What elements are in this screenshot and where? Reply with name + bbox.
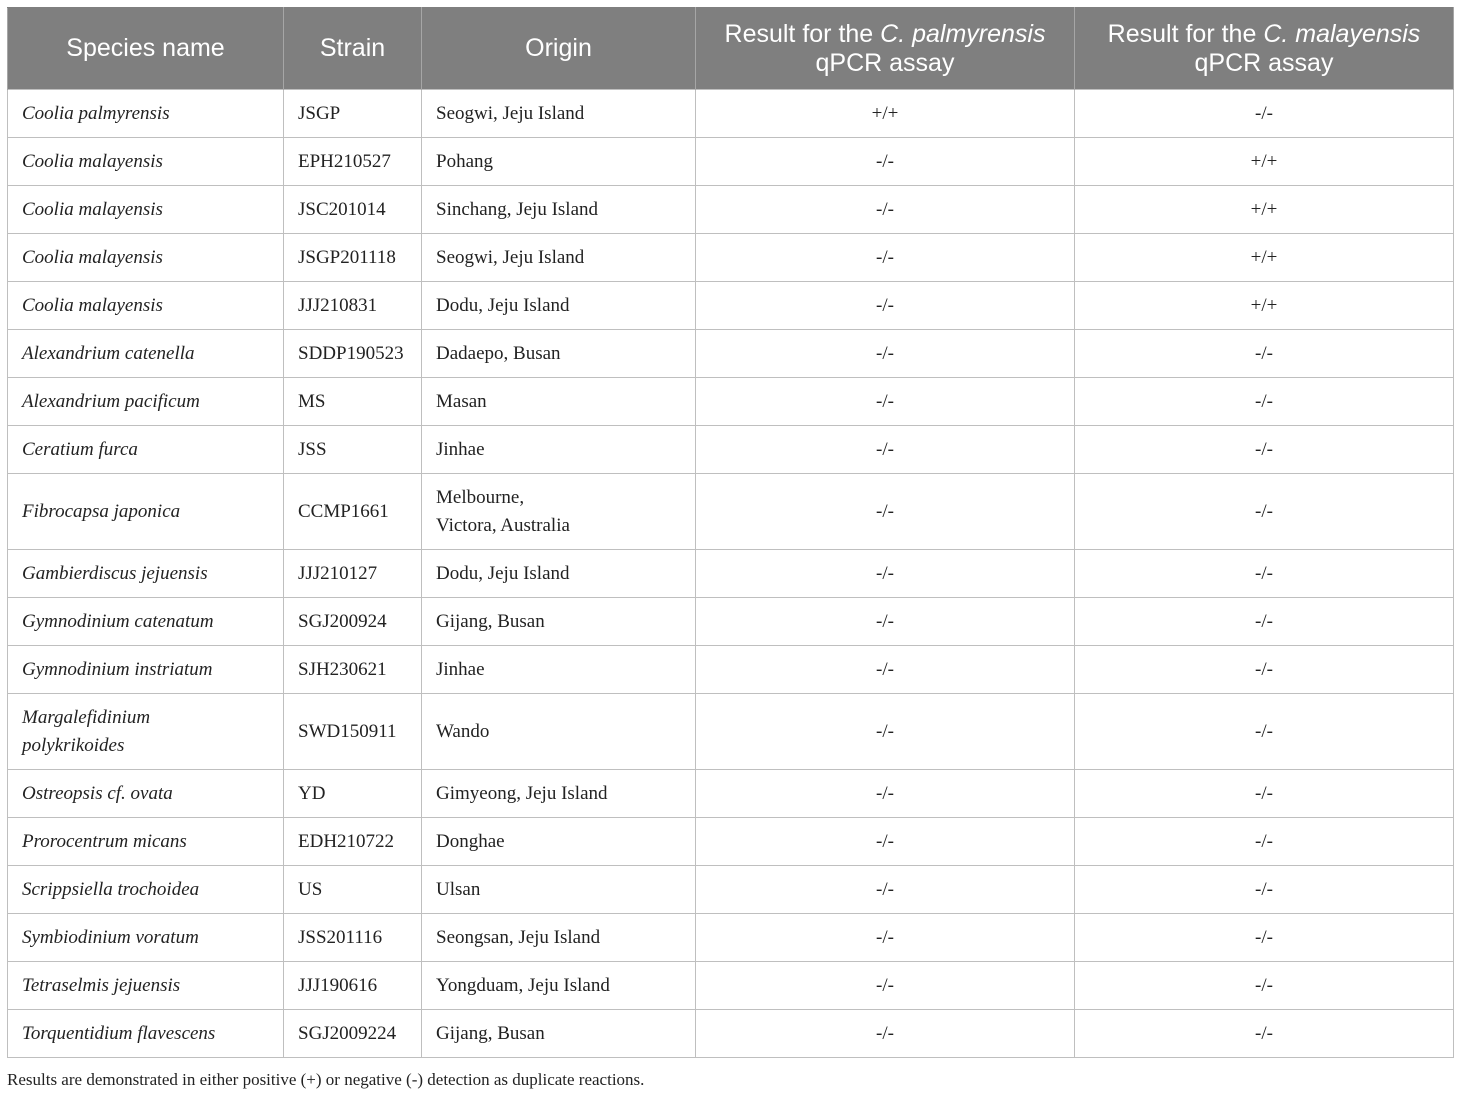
- header-row: [8, 8, 1454, 90]
- malayensis-result-cell: -/-: [1075, 550, 1454, 598]
- species-cell: Torquentidium flavescens: [8, 1010, 284, 1058]
- header-palmyrensis-suffix: qPCR assay: [815, 48, 955, 77]
- palmyrensis-result-cell: -/-: [696, 550, 1075, 598]
- species-cell: Coolia malayensis: [8, 282, 284, 330]
- malayensis-result-cell: +/+: [1075, 234, 1454, 282]
- strain-cell: SGJ2009224: [284, 1010, 422, 1058]
- species-cell: Alexandrium pacificum: [8, 378, 284, 426]
- palmyrensis-result-cell: -/-: [696, 282, 1075, 330]
- species-cell: Gymnodinium catenatum: [8, 598, 284, 646]
- origin-line-2: Victora, Australia: [436, 514, 570, 536]
- species-cell: Coolia palmyrensis: [8, 90, 284, 138]
- strain-cell: SDDP190523: [284, 330, 422, 378]
- strain-cell: JSS201116: [284, 914, 422, 962]
- malayensis-result-cell: -/-: [1075, 646, 1454, 694]
- species-cell: [8, 694, 284, 770]
- species-cell: Gambierdiscus jejuensis: [8, 550, 284, 598]
- table-row: [8, 914, 1454, 962]
- header-malayensis-result: [1075, 8, 1454, 90]
- strain-cell: SGJ200924: [284, 598, 422, 646]
- results-table: [7, 7, 1454, 1058]
- table-row: [8, 330, 1454, 378]
- table-row: [8, 770, 1454, 818]
- table-row: [8, 866, 1454, 914]
- palmyrensis-result-cell: -/-: [696, 694, 1075, 770]
- strain-cell: JSGP201118: [284, 234, 422, 282]
- palmyrensis-result-cell: -/-: [696, 818, 1075, 866]
- species-cell: Ostreopsis cf. ovata: [8, 770, 284, 818]
- table-row: [8, 962, 1454, 1010]
- species-cell: Coolia malayensis: [8, 186, 284, 234]
- origin-line-1: Melbourne,: [436, 486, 525, 508]
- malayensis-result-cell: -/-: [1075, 914, 1454, 962]
- malayensis-result-cell: -/-: [1075, 770, 1454, 818]
- palmyrensis-result-cell: -/-: [696, 138, 1075, 186]
- origin-cell: Pohang: [422, 138, 696, 186]
- table-row: [8, 598, 1454, 646]
- species-cell: Alexandrium catenella: [8, 330, 284, 378]
- palmyrensis-result-cell: -/-: [696, 646, 1075, 694]
- palmyrensis-result-cell: -/-: [696, 474, 1075, 550]
- origin-cell: Sinchang, Jeju Island: [422, 186, 696, 234]
- origin-cell: Dodu, Jeju Island: [422, 550, 696, 598]
- table-row: [8, 138, 1454, 186]
- origin-cell: Gijang, Busan: [422, 598, 696, 646]
- origin-cell: [422, 474, 696, 550]
- results-table-container: [7, 7, 1453, 1058]
- table-row: [8, 646, 1454, 694]
- malayensis-result-cell: -/-: [1075, 818, 1454, 866]
- palmyrensis-result-cell: -/-: [696, 962, 1075, 1010]
- origin-cell: Seongsan, Jeju Island: [422, 914, 696, 962]
- species-cell: Prorocentrum micans: [8, 818, 284, 866]
- header-malayensis-suffix: qPCR assay: [1194, 48, 1334, 77]
- origin-cell: Yongduam, Jeju Island: [422, 962, 696, 1010]
- strain-cell: YD: [284, 770, 422, 818]
- malayensis-result-cell: -/-: [1075, 474, 1454, 550]
- palmyrensis-result-cell: -/-: [696, 426, 1075, 474]
- species-cell: Ceratium furca: [8, 426, 284, 474]
- malayensis-result-cell: -/-: [1075, 598, 1454, 646]
- palmyrensis-result-cell: -/-: [696, 234, 1075, 282]
- origin-cell: Jinhae: [422, 426, 696, 474]
- strain-cell: EDH210722: [284, 818, 422, 866]
- origin-cell: Dodu, Jeju Island: [422, 282, 696, 330]
- malayensis-result-cell: +/+: [1075, 186, 1454, 234]
- origin-cell: Seogwi, Jeju Island: [422, 234, 696, 282]
- palmyrensis-result-cell: -/-: [696, 770, 1075, 818]
- strain-cell: JSS: [284, 426, 422, 474]
- header-palmyrensis-prefix: Result for the: [724, 19, 881, 48]
- origin-cell: Gimyeong, Jeju Island: [422, 770, 696, 818]
- table-row: [8, 90, 1454, 138]
- table-row: [8, 694, 1454, 770]
- malayensis-result-cell: +/+: [1075, 282, 1454, 330]
- table-body: [8, 90, 1454, 1058]
- strain-cell: JSC201014: [284, 186, 422, 234]
- strain-cell: CCMP1661: [284, 474, 422, 550]
- table-header: [8, 8, 1454, 90]
- palmyrensis-result-cell: +/+: [696, 90, 1075, 138]
- species-cell: Gymnodinium instriatum: [8, 646, 284, 694]
- species-cell: Fibrocapsa japonica: [8, 474, 284, 550]
- origin-cell: Gijang, Busan: [422, 1010, 696, 1058]
- table-row: [8, 186, 1454, 234]
- origin-cell: Wando: [422, 694, 696, 770]
- malayensis-result-cell: -/-: [1075, 694, 1454, 770]
- origin-cell: Jinhae: [422, 646, 696, 694]
- palmyrensis-result-cell: -/-: [696, 1010, 1075, 1058]
- table-row: [8, 234, 1454, 282]
- palmyrensis-result-cell: -/-: [696, 914, 1075, 962]
- palmyrensis-result-cell: -/-: [696, 598, 1075, 646]
- strain-cell: JJJ210831: [284, 282, 422, 330]
- table-row: [8, 1010, 1454, 1058]
- species-line-1: Margalefidinium: [22, 706, 151, 728]
- malayensis-result-cell: -/-: [1075, 962, 1454, 1010]
- origin-cell: Donghae: [422, 818, 696, 866]
- malayensis-result-cell: +/+: [1075, 138, 1454, 186]
- header-species: Species name: [8, 8, 284, 90]
- header-malayensis-name: C. malayensis: [1263, 19, 1421, 48]
- strain-cell: SJH230621: [284, 646, 422, 694]
- table-footnote: Results are demonstrated in either positive (+) or negative (-) detection as duplicate reactions.: [7, 1070, 645, 1089]
- table-row: [8, 818, 1454, 866]
- species-cell: Scrippsiella trochoidea: [8, 866, 284, 914]
- palmyrensis-result-cell: -/-: [696, 330, 1075, 378]
- palmyrensis-result-cell: -/-: [696, 866, 1075, 914]
- origin-cell: Seogwi, Jeju Island: [422, 90, 696, 138]
- palmyrensis-result-cell: -/-: [696, 378, 1075, 426]
- strain-cell: US: [284, 866, 422, 914]
- species-cell: Coolia malayensis: [8, 234, 284, 282]
- table-row: [8, 378, 1454, 426]
- table-row: [8, 282, 1454, 330]
- origin-cell: Ulsan: [422, 866, 696, 914]
- strain-cell: SWD150911: [284, 694, 422, 770]
- species-cell: Tetraselmis jejuensis: [8, 962, 284, 1010]
- species-cell: Symbiodinium voratum: [8, 914, 284, 962]
- header-origin: Origin: [422, 8, 696, 90]
- malayensis-result-cell: -/-: [1075, 378, 1454, 426]
- strain-cell: JSGP: [284, 90, 422, 138]
- header-malayensis-prefix: Result for the: [1107, 19, 1264, 48]
- malayensis-result-cell: -/-: [1075, 90, 1454, 138]
- strain-cell: JJJ190616: [284, 962, 422, 1010]
- malayensis-result-cell: -/-: [1075, 1010, 1454, 1058]
- malayensis-result-cell: -/-: [1075, 330, 1454, 378]
- strain-cell: JJJ210127: [284, 550, 422, 598]
- species-line-2: polykrikoides: [22, 734, 125, 756]
- header-strain: Strain: [284, 8, 422, 90]
- origin-cell: Masan: [422, 378, 696, 426]
- malayensis-result-cell: -/-: [1075, 866, 1454, 914]
- table-row: [8, 474, 1454, 550]
- malayensis-result-cell: -/-: [1075, 426, 1454, 474]
- strain-cell: EPH210527: [284, 138, 422, 186]
- strain-cell: MS: [284, 378, 422, 426]
- header-palmyrensis-name: C. palmyrensis: [880, 19, 1046, 48]
- table-row: [8, 550, 1454, 598]
- header-palmyrensis-result: [696, 8, 1075, 90]
- origin-cell: Dadaepo, Busan: [422, 330, 696, 378]
- palmyrensis-result-cell: -/-: [696, 186, 1075, 234]
- species-cell: Coolia malayensis: [8, 138, 284, 186]
- table-row: [8, 426, 1454, 474]
